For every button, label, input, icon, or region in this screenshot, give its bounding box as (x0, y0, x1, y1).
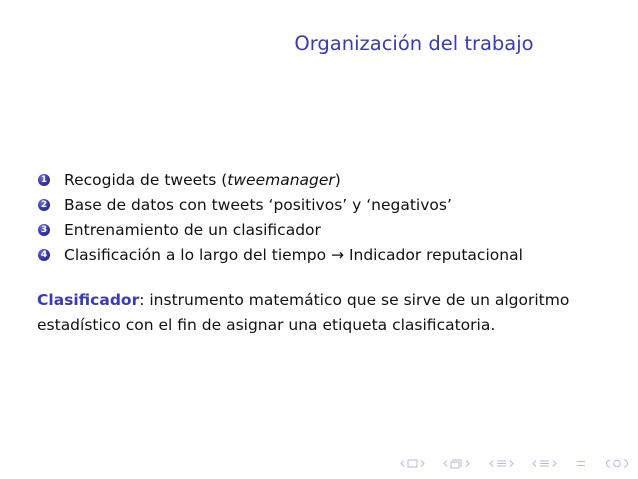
nav-left-arrow-icon[interactable] (532, 460, 537, 467)
nav-left-arrow-icon[interactable] (489, 460, 494, 467)
list-item-text: Entrenamiento de un clasificador (64, 220, 321, 239)
nav-frame-icon[interactable] (407, 459, 418, 468)
item-text-part: Recogida de tweets ( (64, 170, 228, 189)
nav-slide-icon[interactable] (539, 459, 550, 468)
nav-frame-group[interactable] (400, 459, 425, 468)
item-number-ball: 3 (38, 224, 50, 236)
list-item-text: Base de datos con tweets ‘positivos’ y ‘negativos’ (64, 195, 452, 214)
list-item-text (64, 171, 341, 189)
nav-section-group[interactable] (489, 459, 514, 468)
nav-right-arrow-icon[interactable] (465, 460, 470, 467)
nav-search-icon[interactable] (604, 458, 630, 469)
list-item (38, 242, 523, 267)
list-item (38, 217, 523, 242)
item-number-ball: 4 (38, 249, 50, 261)
nav-right-arrow-icon[interactable] (552, 460, 557, 467)
slide-title: Organización del trabajo (294, 32, 534, 55)
nav-section-icon[interactable] (496, 459, 507, 468)
nav-align-icon[interactable] (576, 459, 586, 468)
nav-right-arrow-icon[interactable] (420, 460, 425, 467)
item-text-italic: tweemanager (227, 170, 335, 189)
list-item (38, 167, 523, 192)
enumerated-list (38, 167, 523, 267)
list-item (38, 192, 523, 217)
nav-subsection-group[interactable] (443, 458, 470, 469)
item-number-ball: 2 (38, 199, 50, 211)
list-item-text: Clasificación a lo largo del tiempo → Indicador reputacional (64, 245, 523, 264)
definition-term: Clasificador (37, 291, 140, 309)
definition-text: : instrumento matemático que se sirve de un algoritmo estadístico con el fin de asignar una etiqueta clasificatoria. (37, 291, 570, 334)
nav-subsection-icon[interactable] (450, 458, 463, 469)
beamer-navigation-bar (400, 454, 630, 472)
nav-right-arrow-icon[interactable] (509, 460, 514, 467)
nav-slide-group[interactable] (532, 459, 557, 468)
nav-left-arrow-icon[interactable] (443, 460, 448, 467)
item-text-part: ) (334, 170, 341, 189)
nav-left-arrow-icon[interactable] (400, 460, 405, 467)
item-number-ball: 1 (38, 174, 50, 186)
definition-paragraph (37, 288, 617, 338)
